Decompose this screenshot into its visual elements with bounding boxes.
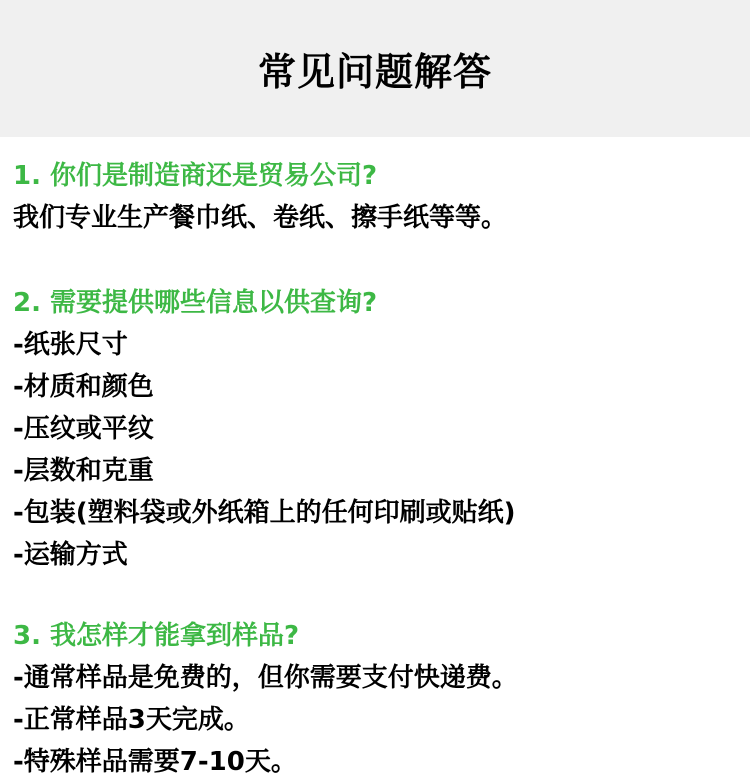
faq-answer-2-line-4: -层数和克重 [13,456,154,486]
faq-item-inquiry-info [13,282,730,576]
faq-question-2: 2. 需要提供哪些信息以供查询? [13,288,378,318]
faq-answer-2-line-5: -包装(塑料袋或外纸箱上的任何印刷或贴纸) [13,498,516,528]
faq-answer-1-line-1: 我们专业生产餐巾纸、卷纸、擦手纸等等。 [13,203,508,233]
faq-question-3: 3. 我怎样才能拿到样品? [13,621,300,651]
faq-answer-3-line-1: -通常样品是免费的，但你需要支付快递费。 [13,663,518,693]
page-title: 常见问题解答 [257,50,492,94]
faq-answer-3-line-3: -特殊样品需要7-10天。 [13,747,297,777]
faq-header-banner [0,0,750,137]
faq-item-manufacturer [13,155,730,239]
faq-answer-2-line-1: -纸张尺寸 [13,330,128,360]
faq-answer-2-line-3: -压纹或平纹 [13,414,154,444]
faq-answer-2-line-2: -材质和颜色 [13,372,154,402]
faq-question-1: 1. 你们是制造商还是贸易公司? [13,161,378,191]
faq-item-samples [13,615,730,783]
faq-answer-2-line-6: -运输方式 [13,540,128,570]
faq-answer-3-line-2: -正常样品3天完成。 [13,705,250,735]
faq-content [0,155,750,783]
